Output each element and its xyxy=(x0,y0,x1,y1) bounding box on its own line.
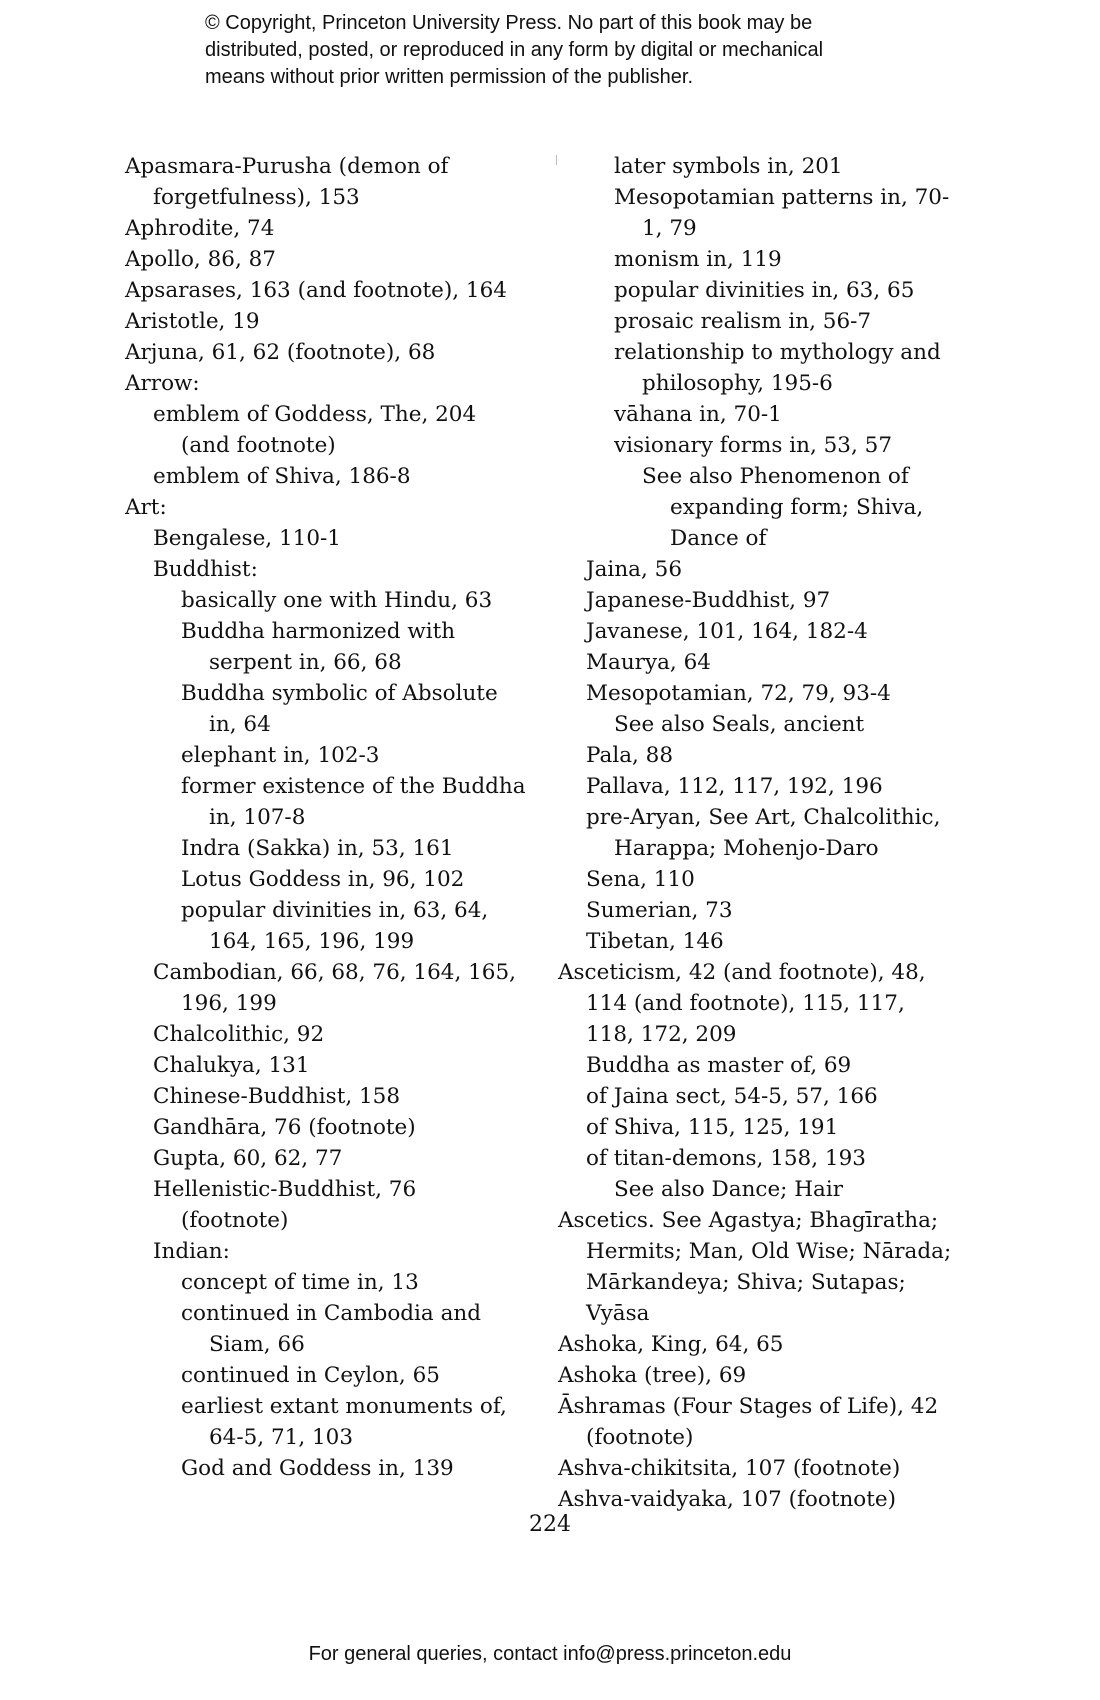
index-entry: Mesopotamian, 72, 79, 93-4 xyxy=(586,681,891,706)
index-entry: Apollo, 86, 87 xyxy=(125,247,276,272)
index-entry: Aristotle, 19 xyxy=(125,309,260,334)
index-entry: Gandhāra, 76 (footnote) xyxy=(153,1115,416,1140)
index-entry: Buddha as master of, 69 xyxy=(586,1053,852,1078)
index-entry: Buddha harmonized with serpent in, 66, 68 xyxy=(181,619,456,675)
index-entry: continued in Cambodia and Siam, 66 xyxy=(181,1301,482,1357)
index-entry: relationship to mythology and philosophy, 195-6 xyxy=(614,340,941,396)
column-divider xyxy=(556,155,557,165)
index-entry: concept of time in, 13 xyxy=(181,1270,419,1295)
index-entry: later symbols in, 201 xyxy=(614,154,843,179)
index-entry: Jaina, 56 xyxy=(586,557,683,582)
index-column-right xyxy=(558,151,958,1515)
index-entry: Ashva-chikitsita, 107 (footnote) xyxy=(558,1456,901,1481)
copyright-notice xyxy=(205,10,925,91)
index-entry: Lotus Goddess in, 96, 102 xyxy=(181,867,465,892)
index-entry: See also Seals, ancient xyxy=(614,712,865,737)
index-entry: Aphrodite, 74 xyxy=(125,216,275,241)
index-entry: popular divinities in, 63, 65 xyxy=(614,278,915,303)
index-entry: Chinese-Buddhist, 158 xyxy=(153,1084,401,1109)
index-entry: pre-Aryan, See Art, Chalcolithic, Harappa; Mohenjo-Daro xyxy=(586,805,941,861)
index-entry: Chalcolithic, 92 xyxy=(153,1022,325,1047)
index-entry: prosaic realism in, 56-7 xyxy=(614,309,872,334)
index-column-left xyxy=(125,151,530,1484)
index-entry: See also Phenomenon of expanding form; Shiva, Dance of xyxy=(642,464,924,551)
index-entry: Javanese, 101, 164, 182-4 xyxy=(586,619,868,644)
index-entry: vāhana in, 70-1 xyxy=(614,402,782,427)
index-entry: Asceticism, 42 (and footnote), 48, 114 (and footnote), 115, 117, 118, 172, 209 xyxy=(558,960,926,1047)
index-entry: Arjuna, 61, 62 (footnote), 68 xyxy=(125,340,436,365)
index-entry: Bengalese, 110-1 xyxy=(153,526,341,551)
index-entry: Chalukya, 131 xyxy=(153,1053,310,1078)
index-entry: Pala, 88 xyxy=(586,743,674,768)
index-entry: of titan-demons, 158, 193 xyxy=(586,1146,866,1171)
copyright-line: distributed, posted, or reproduced in any form by digital or mechanical xyxy=(205,39,824,61)
footer-contact: For general queries, contact info@press.princeton.edu xyxy=(308,1643,792,1665)
index-entry: Sumerian, 73 xyxy=(586,898,733,923)
index-entry: See also Dance; Hair xyxy=(614,1177,843,1202)
index-entry: elephant in, 102-3 xyxy=(181,743,380,768)
index-entry: Ashoka (tree), 69 xyxy=(558,1363,747,1388)
index-entry: basically one with Hindu, 63 xyxy=(181,588,493,613)
index-entry: earliest extant monuments of, 64-5, 71, 103 xyxy=(181,1394,507,1450)
index-entry: Ashva-vaidyaka, 107 (footnote) xyxy=(558,1487,897,1512)
index-entry: Art: xyxy=(125,495,167,520)
index-entry: Buddhist: xyxy=(153,557,258,582)
index-entry: Arrow: xyxy=(125,371,200,396)
index-entry: Indra (Sakka) in, 53, 161 xyxy=(181,836,454,861)
page-number: 224 xyxy=(529,1512,571,1537)
index-entry: Cambodian, 66, 68, 76, 164, 165, 196, 199 xyxy=(153,960,516,1016)
index-entry: Pallava, 112, 117, 192, 196 xyxy=(586,774,883,799)
index-entry: Mesopotamian patterns in, 70-1, 79 xyxy=(614,185,950,241)
index-entry: emblem of Goddess, The, 204 (and footnote) xyxy=(153,402,477,458)
index-entry: Buddha symbolic of Absolute in, 64 xyxy=(181,681,498,737)
index-entry: Ascetics. See Agastya; Bhagīratha; Hermits; Man, Old Wise; Nārada; Mārkandeya; Shiva; Sutapas; Vyāsa xyxy=(558,1208,952,1326)
index-entry: former existence of the Buddha in, 107-8 xyxy=(181,774,526,830)
copyright-line: means without prior written permission of the publisher. xyxy=(205,66,694,88)
index-entry: Apasmara-Purusha (demon of forgetfulness), 153 xyxy=(125,154,449,210)
index-entry: Tibetan, 146 xyxy=(586,929,724,954)
index-entry: God and Goddess in, 139 xyxy=(181,1456,454,1481)
index-entry: Apsarases, 163 (and footnote), 164 xyxy=(125,278,507,303)
index-entry: Hellenistic-Buddhist, 76 (footnote) xyxy=(153,1177,417,1233)
index-entry: Gupta, 60, 62, 77 xyxy=(153,1146,343,1171)
index-entry: continued in Ceylon, 65 xyxy=(181,1363,440,1388)
index-entry: Sena, 110 xyxy=(586,867,695,892)
index-entry: of Jaina sect, 54-5, 57, 166 xyxy=(586,1084,878,1109)
index-entry: Ashoka, King, 64, 65 xyxy=(558,1332,784,1357)
index-entry: Japanese-Buddhist, 97 xyxy=(586,588,831,613)
index-entry: Maurya, 64 xyxy=(586,650,711,675)
index-entry: visionary forms in, 53, 57 xyxy=(614,433,893,458)
index-entry: popular divinities in, 63, 64, 164, 165, 196, 199 xyxy=(181,898,489,954)
index-entry: Indian: xyxy=(153,1239,230,1264)
index-entry: monism in, 119 xyxy=(614,247,782,272)
index-entry: Āshramas (Four Stages of Life), 42 (footnote) xyxy=(558,1394,939,1450)
copyright-line: © Copyright, Princeton University Press. No part of this book may be xyxy=(205,12,813,34)
index-entry: emblem of Shiva, 186-8 xyxy=(153,464,411,489)
index-entry: of Shiva, 115, 125, 191 xyxy=(586,1115,839,1140)
